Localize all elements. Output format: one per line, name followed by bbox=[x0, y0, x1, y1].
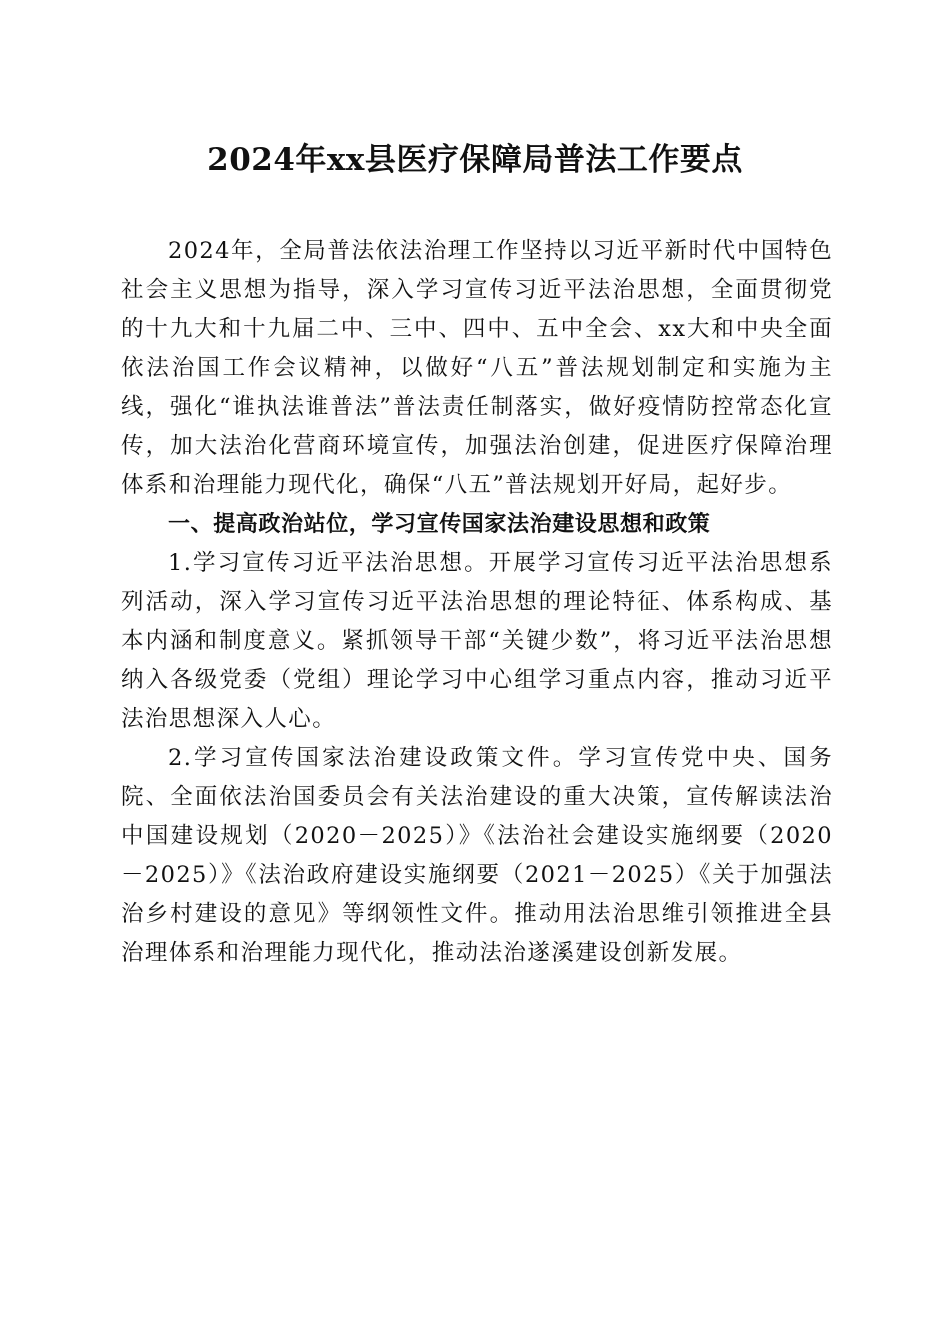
document-title: 2024年xx县医疗保障局普法工作要点 bbox=[207, 142, 743, 178]
item-paragraph-2: 2.学习宣传国家法治建设政策文件。学习宣传党中央、国务院、全面依法治国委员会有关法治建设的重大决策，宣传解读法治中国建设规划（2020－2025）》《法治社会建设实施纲要（2020－2025）》《法治政府建设实施纲要（2021－2025）《关于加强法治乡村建设的意见》等纲领性文件。推动用法治思维引领推进全县治理体系和治理能力现代化，推动法治遂溪建设创新发展。 bbox=[121, 745, 833, 966]
item-paragraph-1: 1.学习宣传习近平法治思想。开展学习宣传习近平法治思想系列活动，深入学习宣传习近平法治思想的理论特征、体系构成、基本内涵和制度意义。紧抓领导干部“关键少数”，将习近平法治思想纳入各级党委（党组）理论学习中心组学习重点内容，推动习近平法治思想深入人心。 bbox=[121, 550, 833, 732]
section-heading-1: 一、提高政治站位，学习宣传国家法治建设思想和政策 bbox=[168, 512, 711, 537]
document-body bbox=[121, 232, 833, 973]
intro-paragraph: 2024年，全局普法依法治理工作坚持以习近平新时代中国特色社会主义思想为指导，深入学习宣传习近平法治思想，全面贯彻党的十九大和十九届二中、三中、四中、五中全会、xx大和中央全面依法治国工作会议精神，以做好“八五”普法规划制定和实施为主线，强化“谁执法谁普法”普法责任制落实，做好疫情防控常态化宣传，加大法治化营商环境宣传，加强法治创建，促进医疗保障治理体系和治理能力现代化，确保“八五”普法规划开好局，起好步。 bbox=[121, 238, 833, 498]
